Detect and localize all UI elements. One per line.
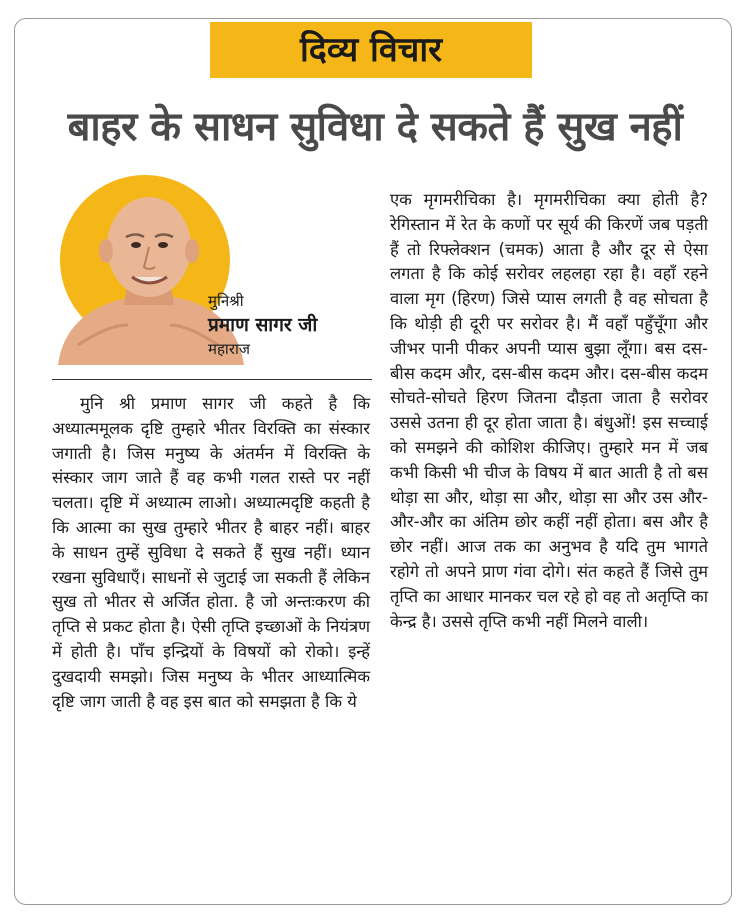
author-suffix: महाराज <box>208 340 250 358</box>
article-left-text: मुनि श्री प्रमाण सागर जी कहते है कि अध्यात्ममूलक दृष्टि तुम्हारे भीतर विरक्ति का संस्कार जगाती है। जिस मनुष्य के अंतर्मन में विरक्ति के संस्कार जाग जाते हैं वह कभी गलत रास्ते पर नहीं चलता। दृष्टि में अध्यात्म लाओ। अध्यात्मदृष्टि कहती है कि आत्मा का सुख तुम्हारे भीतर है बाहर नहीं। बाहर के साधन तुम्हें सुविधा दे सकते हैं सुख नहीं। ध्यान रखना सुविधाएँ। साधनों से जुटाई जा सकती हैं लेकिन सुख तो भीतर से अर्जित होता. है जो अन्तःकरण की तृप्ति से प्रकट होता है। ऐसी तृप्ति इच्छाओं के नियंत्रण में होती है। पाँच इन्द्रियों के विषयों को रोको। इन्हें दुखदायी समझो। जिस मनुष्य के भीतर आध्यात्मिक दृष्टि जाग जाती है वह इस बात को समझता है कि ये <box>52 394 370 711</box>
author-prefix: मुनिश्री <box>208 292 244 310</box>
author-photo-block <box>48 175 338 375</box>
section-tag: दिव्य विचार <box>210 22 532 78</box>
headline: बाहर के साधन सुविधा दे सकते हैं सुख नहीं <box>67 104 683 150</box>
author-caption <box>208 290 317 360</box>
column-divider-rule <box>52 379 372 380</box>
article-left-column <box>52 392 370 714</box>
article-right-column <box>390 188 708 634</box>
author-name: प्रमाण सागर जी <box>208 314 318 336</box>
article-right-text: एक मृगमरीचिका है। मृगमरीचिका क्या होती है? रेगिस्तान में रेत के कणों पर सूर्य की किरणें जब पड़ती हैं तो रिफ्लेक्शन (चमक) आता है और दूर से ऐसा लगता है कि कोई सरोवर लहलहा रहा है। वहाँ रहने वाला मृग (हिरण) जिसे प्यास लगती है वह सोचता है कि थोड़ी ही दूरी पर सरोवर है। मैं वहाँ पहुँचूँगा और जीभर पानी पीकर अपनी प्यास बुझा लूँगा। बस दस-बीस कदम और, दस-बीस कदम और। दस-बीस कदम सोचते-सोचते हिरण जितना दौड़ता जाता है सरोवर उससे उतना ही दूर होता जाता है। बंधुओं! इस सच्चाई को समझने की कोशिश कीजिए। तुम्हारे मन में जब कभी किसी भी चीज के विषय में बात आती है तो बस थोड़ा सा और, थोड़ा सा और, थोड़ा सा और उस और-और-और का अंतिम छोर कहीं नहीं होता। बस और है छोर नहीं। आज तक का अनुभव है यदि तुम भागते रहोगे तो अपने प्राण गंवा दोगे। संत कहते हैं जिसे तुम तृप्ति का आधार मानकर चल रहे हो वह तो अतृप्ति का केन्द्र है। उससे तृप्ति कभी नहीं मिलने वाली। <box>390 190 708 631</box>
